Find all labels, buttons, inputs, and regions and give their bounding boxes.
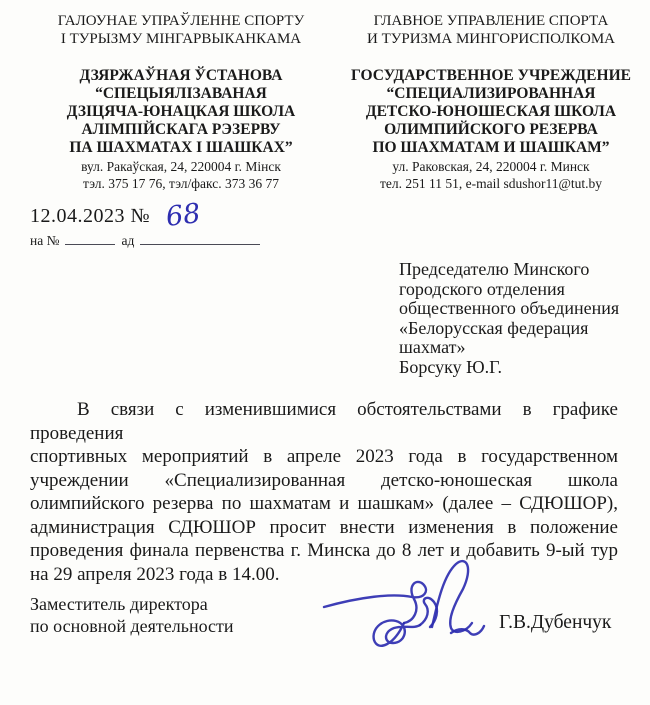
recipient-line: городского отделения (399, 278, 565, 299)
reply-number-blank (65, 233, 115, 245)
reply-na-label: на № (30, 233, 60, 248)
organization-name-by (30, 67, 332, 157)
address-block-by (30, 159, 332, 192)
address-line: вул. Ракаўская, 24, 220004 г. Мінск (81, 159, 281, 174)
body-line: учреждении «Специализированная детско-юношеская школа (30, 469, 618, 491)
recipient-block (399, 260, 639, 377)
address-line: ул. Раковская, 24, 220004 г. Минск (392, 159, 590, 174)
recipient-line: «Белорусская федерация (399, 317, 589, 338)
letterhead-right-column (340, 12, 642, 192)
letterhead-left-column (30, 12, 332, 192)
org-name-line: “СПЕЦЫЯЛІЗАВАНАЯ (95, 85, 267, 102)
org-name-line: ПА ШАХМАТАХ І ШАШКАХ” (69, 139, 293, 156)
recipient-line: общественного объединения (399, 298, 620, 318)
authority-line: І ТУРЫЗМУ МІНГАРВЫКАНКАМА (60, 31, 302, 47)
body-line: администрация СДЮШОР просит внести изменения в положение (30, 516, 618, 538)
recipient-line: Борсуку Ю.Г. (399, 356, 502, 377)
handwritten-number: 68 (164, 198, 203, 233)
org-name-line: ГОСУДАРСТВЕННОЕ УЧРЕЖДЕНИЕ (351, 67, 631, 84)
signatory-position (30, 594, 234, 637)
org-name-line: ДЗІЦЯЧА-ЮНАЦКАЯ ШКОЛА (66, 103, 296, 120)
signature-scribble (320, 555, 505, 670)
recipient-line: Председателю Минского (399, 259, 590, 279)
body-line: В связи с изменившимися обстоятельствами в графике проведения (30, 399, 618, 444)
reference-block (30, 200, 260, 249)
authority-line: ГАЛОУНАЕ УПРАЎЛЕННЕ СПОРТУ (57, 13, 305, 29)
body-line: спортивных мероприятий в апреле 2023 года в государственном (30, 446, 618, 467)
authority-name-by (30, 12, 332, 48)
body-line: на 29 апреля 2023 года в 14.00. (30, 563, 280, 585)
org-name-line: АЛІМПІЙСКАГА РЭЗЕРВУ (81, 121, 281, 138)
organization-name-ru (340, 67, 642, 157)
reply-date-blank (140, 233, 260, 245)
org-name-line: ПО ШАХМАТАМ И ШАШКАМ” (372, 139, 610, 156)
org-name-line: ДЗЯРЖАЎНАЯ ЎСТАНОВА (79, 67, 283, 84)
recipient-line: шахмат» (399, 337, 466, 357)
date-line (30, 200, 260, 231)
authority-line: И ТУРИЗМА МИНГОРИСПОЛКОМА (366, 31, 615, 47)
date-and-number-label: 12.04.2023 № (30, 205, 151, 227)
org-name-line: ДЕТСКО-ЮНОШЕСКАЯ ШКОЛА (365, 103, 617, 120)
letterhead (0, 0, 650, 192)
authority-line: ГЛАВНОЕ УПРАВЛЕНИЕ СПОРТА (373, 13, 609, 29)
reply-reference-line (30, 233, 260, 249)
contacts-line: тэл. 375 17 76, тэл/факс. 373 36 77 (82, 175, 279, 191)
org-name-line: “СПЕЦИАЛИЗИРОВАННАЯ (386, 85, 596, 102)
contacts-line: тел. 251 11 51, e-mail sdushor11@tut.by (379, 175, 603, 191)
body-line: олимпийского резерва по шахматам и шашкам» (далее – СДЮШОР), (30, 493, 618, 514)
body-line: проведения финала первенства г. Минска до 8 лет и добавить 9-ый тур (30, 540, 618, 561)
authority-name-ru (340, 12, 642, 48)
reply-ad-label: ад (121, 233, 135, 248)
org-name-line: ОЛИМПИЙСКОГО РЕЗЕРВА (384, 121, 598, 138)
signatory-position-line: Заместитель директора (30, 594, 208, 614)
signatory-name: Г.В.Дубенчук (499, 612, 612, 633)
signatory-position-line: по основной деятельности (30, 615, 234, 636)
address-block-ru (340, 159, 642, 192)
